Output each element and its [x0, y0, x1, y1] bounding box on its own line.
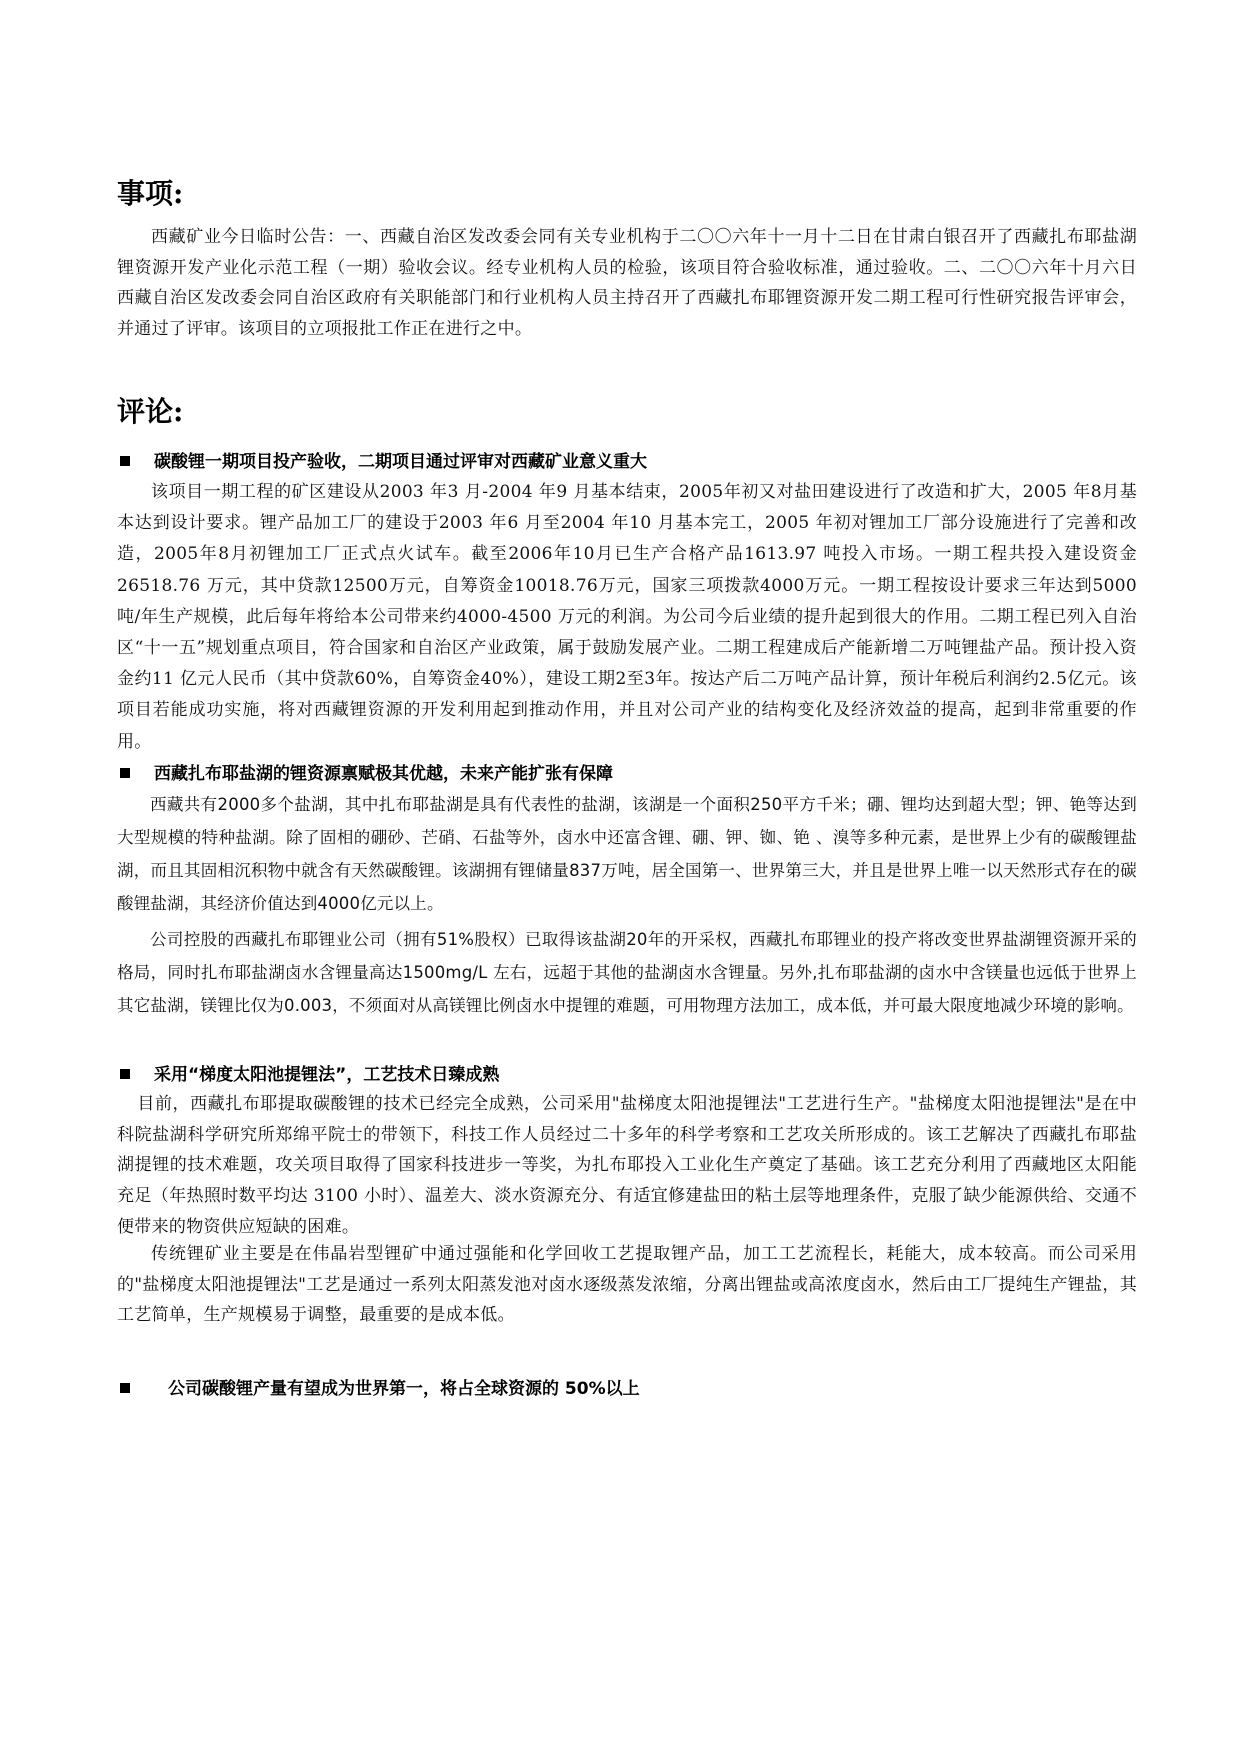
point-2-paragraph-1: 西藏共有2000多个盐湖，其中扎布耶盐湖是具有代表性的盐湖，该湖是一个面积250平方千米；硼、锂均达到超大型；钾、铯等达到大型规模的特种盐湖。除了固相的硼砂、芒硝、石盐等外，卤水中还富含锂、硼、钾、铷、铯 、溴等多种元素，是世界上少有的碳酸锂盐湖，而且其固相沉积物中就含有天然碳酸锂。该湖拥有锂储量837万吨，居全国第一、世界第三大，并且是世界上唯一以天然形式存在的碳酸锂盐湖，其经济价值达到4000亿元以上。 [117, 795, 1137, 913]
bullet-square-icon [120, 1069, 130, 1079]
point-3-title: 采用“梯度太阳池提锂法”，工艺技术日臻成熟 [120, 1062, 499, 1088]
bullet-square-icon [120, 768, 130, 778]
bullet-square-icon [120, 1383, 130, 1393]
point-2-title: 西藏扎布耶盐湖的锂资源禀赋极其优越，未来产能扩张有保障 [120, 761, 613, 787]
bullet-square-icon [120, 456, 130, 466]
matters-heading: 事项: [117, 177, 184, 210]
comment-heading: 评论: [117, 395, 184, 428]
point-4-title: 公司碳酸锂产量有望成为世界第一，将占全球资源的 50%以上 [120, 1376, 640, 1402]
matters-paragraph: 西藏矿业今日临时公告：一、西藏自治区发改委会同有关专业机构于二〇〇六年十一月十二日在甘肃白银召开了西藏扎布耶盐湖锂资源开发产业化示范工程（一期）验收会议。经专业机构人员的检验，该项目符合验收标准，通过验收。二、二〇〇六年十月六日西藏自治区发改委会同自治区政府有关职能部门和行业机构人员主持召开了西藏扎布耶锂资源开发二期工程可行性研究报告评审会，并通过了评审。该项目的立项报批工作正在进行之中。 [117, 227, 1137, 340]
point-1-paragraph-1: 该项目一期工程的矿区建设从2003 年3 月-2004 年9 月基本结束，2005年初又对盐田建设进行了改造和扩大，2005 年8月基本达到设计要求。锂产品加工厂的建设于2003 年6 月至2004 年10 月基本完工，2005 年初对锂加工厂部分设施进行了完善和改造，2005年8月初锂加工厂正式点火试车。截至2006年10月已生产合格产品1613.97 吨投入市场。一期工程共投入建设资金26518.76 万元，其中贷款12500万元，自筹资金10018.76万元，国家三项拨款4000万元。一期工程按设计要求三年达到5000 吨/年生产规模，此后每年将给本公司带来约4000-4500 万元的利润。为公司今后业绩的提升起到很大的作用。二期工程已列入自治区“十一五”规划重点项目，符合国家和自治区产业政策，属于鼓励发展产业。二期工程建成后产能新增二万吨锂盐产品。预计投入资金约11 亿元人民币（其中贷款60%，自筹资金40%），建设工期2至3年。按达产后二万吨产品计算，预计年税后利润约2.5亿元。该项目若能成功实施，将对西藏锂资源的开发利用起到推动作用，并且对公司产业的结构变化及经济效益的提高，起到非常重要的作用。 [117, 482, 1137, 752]
point-3-paragraph-2: 传统锂矿业主要是在伟晶岩型锂矿中通过强能和化学回收工艺提取锂产品，加工工艺流程长，耗能大，成本较高。而公司采用的"盐梯度太阳池提锂法"工艺是通过一系列太阳蒸发池对卤水逐级蒸发浓缩，分离出锂盐或高浓度卤水，然后由工厂提纯生产锂盐，其工艺简单，生产规模易于调整，最重要的是成本低。 [117, 1244, 1137, 1326]
point-1-title: 碳酸锂一期项目投产验收，二期项目通过评审对西藏矿业意义重大 [120, 449, 647, 475]
point-3-paragraph-1: 目前，西藏扎布耶提取碳酸锂的技术已经完全成熟，公司采用"盐梯度太阳池提锂法"工艺进行生产。"盐梯度太阳池提锂法"是在中科院盐湖科学研究所郑绵平院士的带领下，科技工作人员经过二十多年的科学考察和工艺攻关所形成的。该工艺解决了西藏扎布耶盐湖提锂的技术难题，攻关项目取得了国家科技进步一等奖，为扎布耶投入工业化生产奠定了基础。该工艺充分利用了西藏地区太阳能充足（年热照时数平均达 3100 小时）、温差大、淡水资源充分、有适宜修建盐田的粘土层等地理条件，克服了缺少能源供给、交通不便带来的物资供应短缺的困难。 [117, 1094, 1137, 1237]
point-2-paragraph-2: 公司控股的西藏扎布耶锂业公司（拥有51%股权）已取得该盐湖20年的开采权，西藏扎布耶锂业的投产将改变世界盐湖锂资源开采的格局，同时扎布耶盐湖卤水含锂量高达1500mg/L 左右，远超于其他的盐湖卤水含锂量。另外,扎布耶盐湖的卤水中含镁量也远低于世界上其它盐湖，镁锂比仅为0.003，不须面对从高镁锂比例卤水中提锂的难题，可用物理方法加工，成本低，并可最大限度地减少环境的影响。 [117, 930, 1137, 1015]
